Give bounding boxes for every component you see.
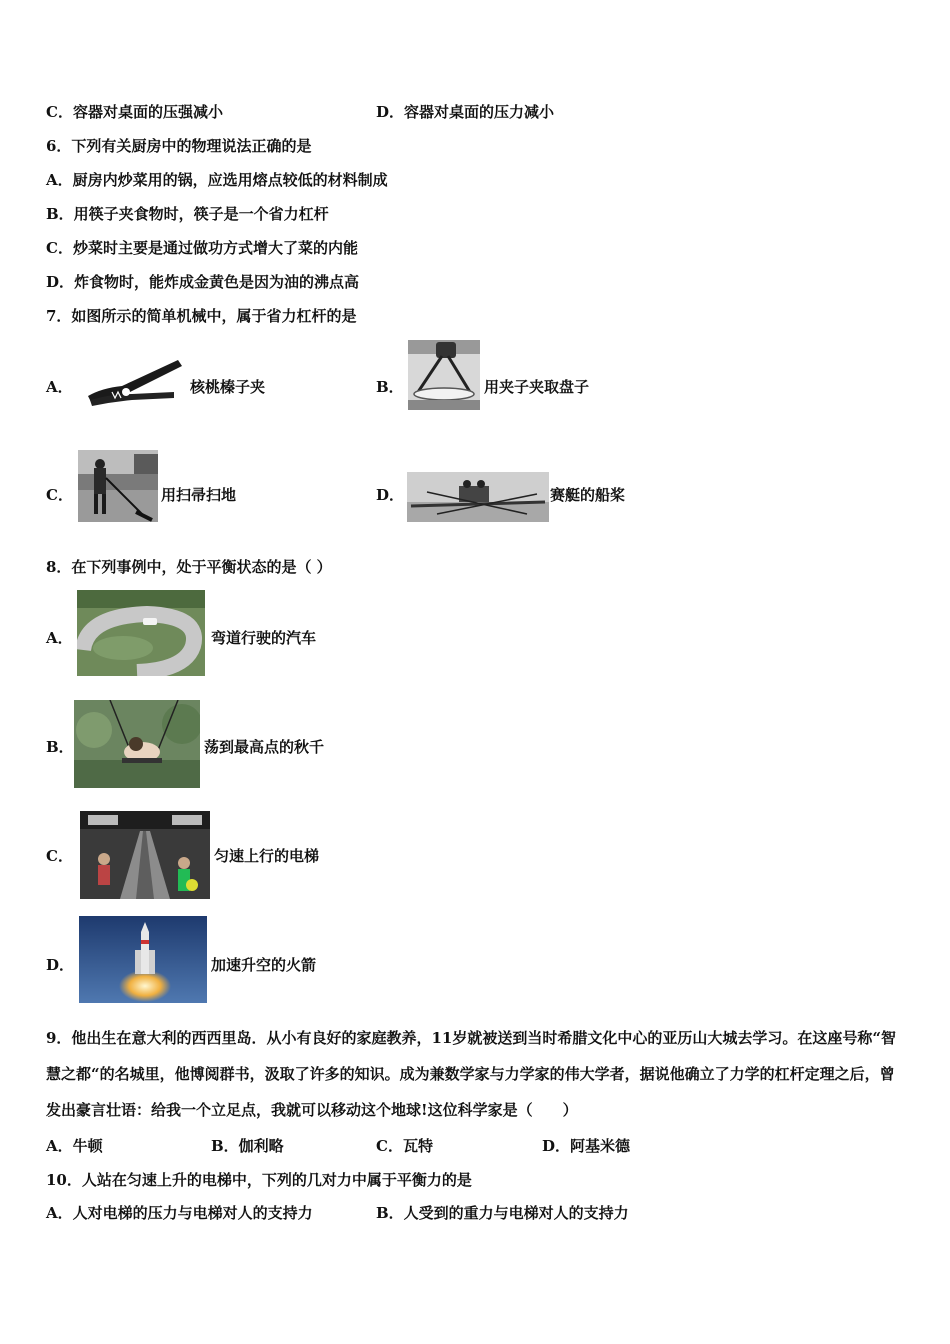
q5-option-d: D．容器对桌面的压力减小	[376, 103, 555, 121]
q5-option-c: C．容器对桌面的压强减小	[46, 103, 223, 121]
q7-option-a-caption: 核桃榛子夹	[190, 378, 266, 396]
q8-option-b-caption: 荡到最高点的秋千	[204, 738, 325, 756]
q6-option-a: A．厨房内炒菜用的锅，应选用熔点较低的材料制成	[46, 171, 388, 189]
q7-option-d-caption: 赛艇的船桨	[550, 486, 626, 504]
q8-option-d-letter: D．	[46, 956, 75, 974]
q6-option-d: D．炸食物时，能炸成金黄色是因为油的沸点高	[46, 273, 360, 291]
q7-stem: 7．如图所示的简单机械中，属于省力杠杆的是	[46, 307, 357, 325]
q9-option-a: A．牛顿	[46, 1137, 103, 1155]
q9-option-b: B．伽利略	[211, 1137, 284, 1155]
curved-road-car-image	[77, 590, 205, 676]
q10-option-a: A．人对电梯的压力与电梯对人的支持力	[46, 1204, 313, 1222]
q8-stem: 8．在下列事例中，处于平衡状态的是（ ）	[46, 558, 332, 576]
q10-option-b: B．人受到的重力与电梯对人的支持力	[376, 1204, 629, 1222]
q6-stem: 6．下列有关厨房中的物理说法正确的是	[46, 137, 312, 155]
q6-option-b: B．用筷子夹食物时，筷子是一个省力杠杆	[46, 205, 329, 223]
q7-option-b-letter: B．	[376, 378, 404, 396]
q9-option-c: C．瓦特	[376, 1137, 433, 1155]
q7-option-d-letter: D．	[376, 486, 405, 504]
q8-option-a-letter: A．	[46, 629, 73, 647]
q9-option-d: D．阿基米德	[542, 1137, 631, 1155]
plate-tongs-image	[408, 340, 480, 410]
rocket-launch-image	[79, 916, 207, 1003]
q8-option-d-caption: 加速升空的火箭	[211, 956, 317, 974]
nutcracker-image	[82, 352, 184, 410]
q9-stem: 9．他出生在意大利的西西里岛．从小有良好的家庭教养，11岁就被送到当时希腊文化中心的亚历山大城去学习。在这座号称“智慧之都“的名城里，他博阅群书，汲取了许多的知识。成为兼数学家与力学家的伟大学者，据说他确立了力学的杠杆定理之后，曾发出豪言壮语：给我一个立足点，我就可以移动这个地球!这位科学家是（ ）	[46, 1029, 896, 1119]
q8-option-a-caption: 弯道行驶的汽车	[211, 629, 317, 647]
q7-option-a-letter: A．	[46, 378, 73, 396]
q6-option-c: C．炒菜时主要是通过做功方式增大了菜的内能	[46, 239, 358, 257]
broom-sweeping-image	[78, 450, 158, 522]
swing-image	[74, 700, 200, 788]
q8-option-c-letter: C．	[46, 847, 73, 865]
escalator-image	[80, 811, 210, 899]
q8-option-c-caption: 匀速上行的电梯	[214, 847, 320, 865]
q10-stem: 10．人站在匀速上升的电梯中，下列的几对力中属于平衡力的是	[46, 1171, 472, 1189]
q7-option-c-letter: C．	[46, 486, 73, 504]
rowing-oar-image	[407, 472, 549, 522]
q8-option-b-letter: B．	[46, 738, 74, 756]
q7-option-b-caption: 用夹子夹取盘子	[484, 378, 590, 396]
q7-option-c-caption: 用扫帚扫地	[161, 486, 237, 504]
